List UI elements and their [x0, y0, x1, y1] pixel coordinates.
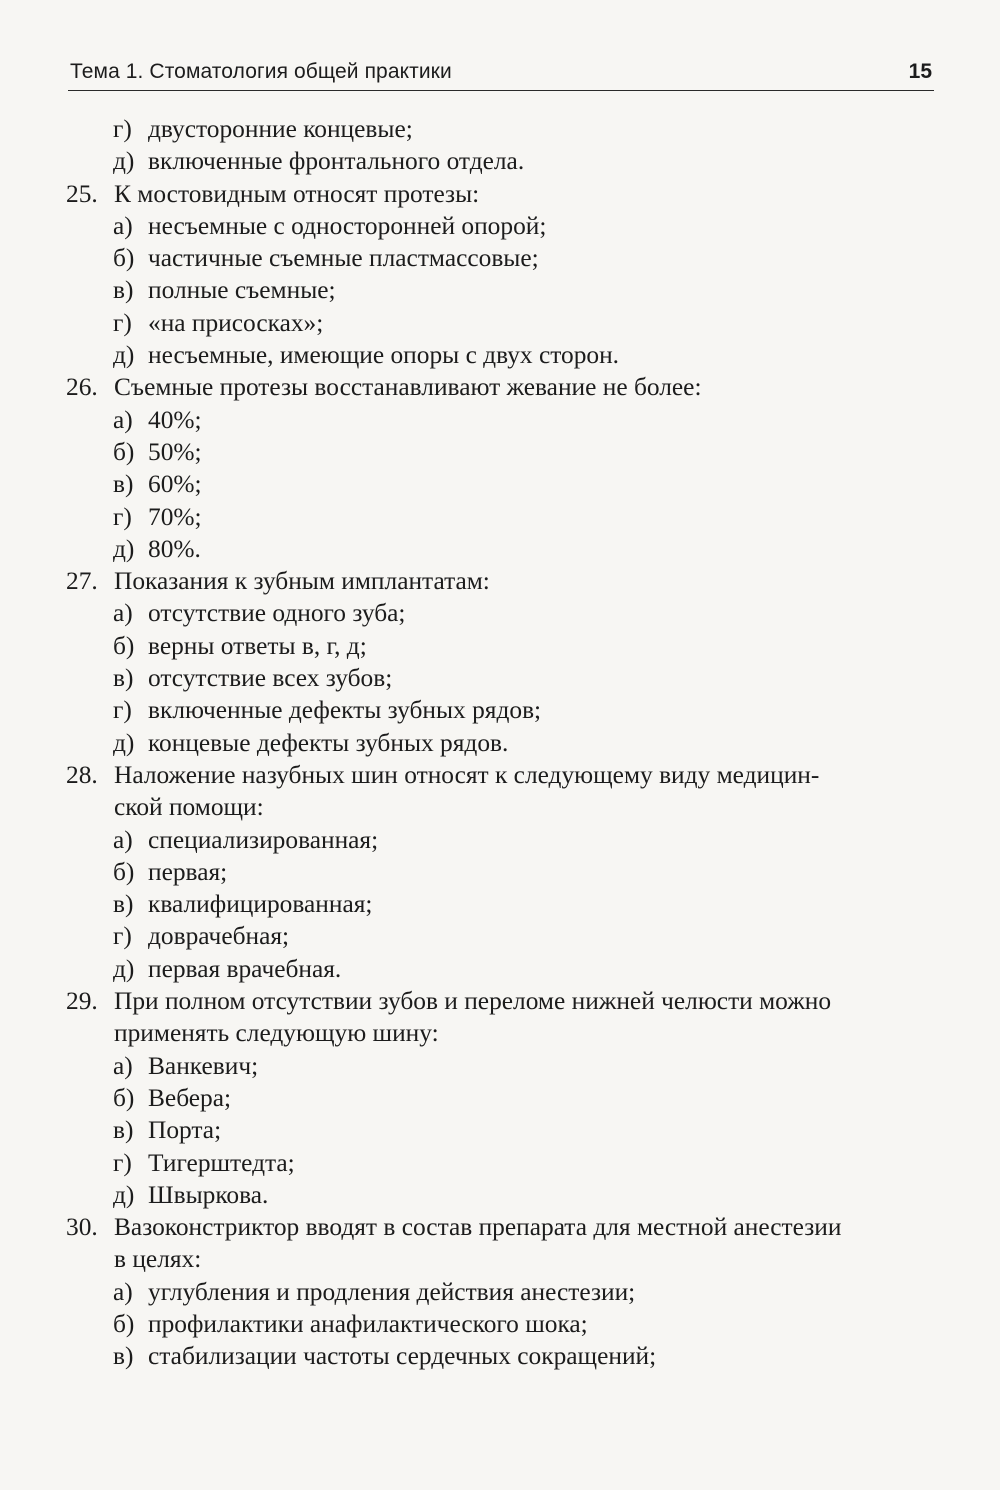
option-text: отсутствие одного зуба;	[148, 599, 406, 628]
answer-option	[66, 1308, 940, 1340]
answer-option	[66, 888, 940, 920]
question-26	[66, 371, 940, 403]
question-25	[66, 178, 940, 210]
question-29	[66, 985, 940, 1050]
option-letter: а)	[113, 825, 133, 854]
option-letter: г)	[113, 922, 132, 951]
option-text: Тигерштедта;	[148, 1148, 295, 1177]
option-text: Порта;	[148, 1116, 222, 1145]
answer-option	[66, 662, 940, 694]
option-text: двусторонние концевые;	[148, 115, 413, 143]
option-text: специализированная;	[148, 825, 379, 854]
answer-option	[66, 824, 940, 856]
option-letter: д)	[113, 728, 135, 757]
question-text-line-1: Наложение назубных шин относят к следующему виду медицин-	[114, 760, 820, 789]
option-letter: г)	[113, 502, 132, 531]
question-text-line-2: применять следующую шину:	[114, 1019, 439, 1048]
answer-option	[66, 1340, 940, 1372]
answer-option	[66, 694, 940, 726]
option-text: Швыркова.	[148, 1180, 269, 1209]
answer-option	[66, 953, 940, 985]
question-28	[66, 759, 940, 824]
option-letter: в)	[113, 664, 134, 693]
answer-option	[66, 404, 940, 436]
option-text: 80%.	[148, 534, 201, 563]
question-text: Показания к зубным имплантатам:	[114, 567, 490, 596]
option-text: доврачебная;	[148, 922, 290, 951]
option-letter: в)	[113, 470, 134, 499]
answer-option	[66, 597, 940, 629]
answer-option	[66, 1082, 940, 1114]
answer-option	[66, 1276, 940, 1308]
answer-option	[66, 501, 940, 533]
answer-option	[66, 1147, 940, 1179]
option-text: Ванкевич;	[148, 1051, 259, 1080]
answer-option	[66, 307, 940, 339]
question-text-line-1: Вазоконстриктор вводят в состав препарата для местной анестезии	[114, 1213, 842, 1242]
option-letter: а)	[113, 1277, 133, 1306]
option-letter: г)	[113, 1148, 132, 1177]
question-text: К мостовидным относят протезы:	[114, 179, 480, 208]
option-text: верны ответы в, г, д;	[148, 631, 367, 660]
option-text: 40%;	[148, 405, 202, 434]
option-text: первая;	[148, 857, 228, 886]
answer-option	[66, 339, 940, 371]
chapter-title: Тема 1. Стоматология общей практики	[70, 60, 452, 83]
option-letter: б)	[113, 631, 135, 660]
option-letter: а)	[113, 1051, 133, 1080]
option-text: отсутствие всех зубов;	[148, 664, 393, 693]
option-letter: б)	[113, 857, 135, 886]
answer-option	[66, 727, 940, 759]
answer-option	[66, 533, 940, 565]
option-text: несъемные с односторонней опорой;	[148, 211, 547, 240]
option-text: стабилизации частоты сердечных сокращений;	[148, 1342, 657, 1371]
option-letter: в)	[113, 1342, 134, 1371]
option-letter: д)	[113, 534, 135, 563]
option-letter: г)	[113, 308, 132, 337]
running-header	[68, 58, 934, 91]
answer-option	[66, 210, 940, 242]
question-text-line-1: При полном отсутствии зубов и переломе нижней челюсти можно	[114, 987, 832, 1016]
answer-option	[66, 1050, 940, 1082]
question-text-line-2: ской помощи:	[114, 793, 264, 822]
option-text: «на присосках»;	[148, 308, 324, 337]
page-content	[66, 113, 940, 1373]
option-text: частичные съемные пластмассовые;	[148, 244, 539, 273]
answer-option	[66, 1114, 940, 1146]
option-text: включенные дефекты зубных рядов;	[148, 696, 542, 725]
question-text: Съемные протезы восстанавливают жевание не более:	[114, 373, 702, 402]
question-number: 25.	[66, 179, 98, 208]
answer-option	[66, 1179, 940, 1211]
option-text: Вебера;	[148, 1083, 232, 1112]
question-number: 29.	[66, 987, 98, 1016]
answer-option	[66, 468, 940, 500]
option-letter: б)	[113, 244, 135, 273]
question-text-line-2: в целях:	[114, 1245, 202, 1274]
option-letter: д)	[113, 341, 135, 370]
option-letter: а)	[113, 211, 133, 240]
option-letter: г)	[113, 696, 132, 725]
option-text: несъемные, имеющие опоры с двух сторон.	[148, 341, 620, 370]
question-27	[66, 565, 940, 597]
option-letter: д)	[113, 1180, 135, 1209]
option-letter: в)	[113, 276, 134, 305]
option-letter: б)	[113, 1083, 135, 1112]
option-letter: а)	[113, 599, 133, 628]
option-text: полные съемные;	[148, 276, 336, 305]
option-text: включенные фронтального отдела.	[148, 147, 525, 176]
option-text: профилактики анафилактического шока;	[148, 1309, 588, 1338]
option-text: 70%;	[148, 502, 202, 531]
answer-option	[66, 920, 940, 952]
option-letter: г)	[113, 115, 132, 143]
option-letter: д)	[113, 147, 135, 176]
question-number: 28.	[66, 760, 98, 789]
option-letter: в)	[113, 1116, 134, 1145]
option-letter: б)	[113, 1309, 135, 1338]
answer-option	[66, 145, 940, 177]
option-letter: в)	[113, 890, 134, 919]
question-30	[66, 1211, 940, 1276]
option-text: углубления и продления действия анестезии;	[148, 1277, 636, 1306]
option-text: 60%;	[148, 470, 202, 499]
question-number: 26.	[66, 373, 98, 402]
option-text: концевые дефекты зубных рядов.	[148, 728, 509, 757]
option-text: 50%;	[148, 437, 202, 466]
option-letter: б)	[113, 437, 135, 466]
question-number: 30.	[66, 1213, 98, 1242]
option-text: квалифицированная;	[148, 890, 373, 919]
page-number: 15	[908, 60, 932, 83]
answer-option	[66, 113, 940, 145]
answer-option	[66, 436, 940, 468]
answer-option	[66, 242, 940, 274]
question-number: 27.	[66, 567, 98, 596]
option-letter: а)	[113, 405, 133, 434]
answer-option	[66, 856, 940, 888]
answer-option	[66, 630, 940, 662]
answer-option	[66, 274, 940, 306]
option-text: первая врачебная.	[148, 954, 342, 983]
option-letter: д)	[113, 954, 135, 983]
